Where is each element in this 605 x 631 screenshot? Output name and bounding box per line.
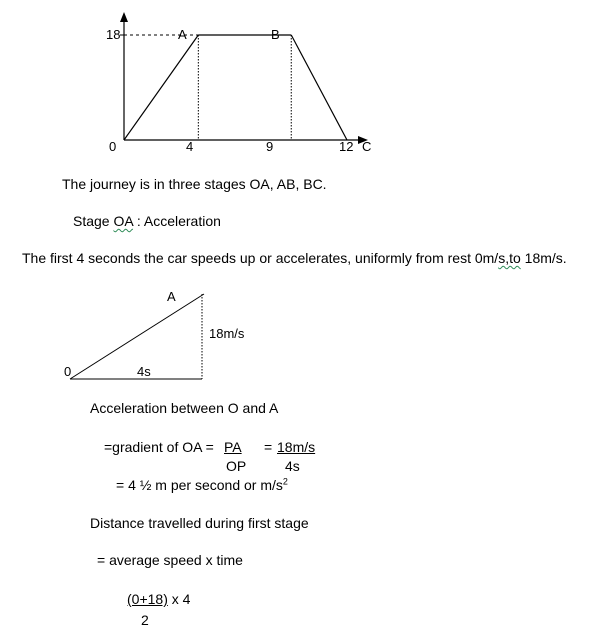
fraction-time-denominator: 4s	[285, 458, 300, 474]
y-label-18: 18	[106, 27, 121, 42]
fraction-pa-numerator: PA	[224, 439, 242, 455]
line3-squiggle: s,to	[498, 250, 521, 266]
triangle-vertex-o: 0	[64, 364, 72, 379]
fraction-speed-numerator: 18m/s	[277, 439, 316, 455]
distance-heading: Distance travelled during first stage	[90, 515, 309, 531]
distance-fraction-sum: (0+18)	[127, 591, 168, 607]
equals-sign: =	[264, 439, 273, 455]
acceleration-heading: Acceleration between O and A	[90, 400, 279, 416]
gradient-prefix: =gradient of OA =	[104, 439, 214, 455]
x-label-12: 12	[339, 139, 354, 154]
point-label-b: B	[271, 27, 280, 42]
line3-part-b: 18m/s.	[520, 250, 567, 266]
triangle-side-horizontal-label: 4s	[137, 364, 151, 379]
acceleration-result	[116, 477, 288, 493]
distance-fraction-numerator	[127, 591, 190, 607]
x-label-9: 9	[266, 139, 274, 154]
stage-oa-label: OA	[113, 213, 133, 229]
fraction-op-denominator: OP	[226, 458, 247, 474]
distance-fraction-denominator: 2	[141, 612, 149, 628]
stages-intro: The journey is in three stages OA, AB, BC.	[62, 176, 327, 192]
acceleration-result-text: = 4 ½ m per second or m/s	[116, 477, 283, 493]
line3-part-a: The first 4 seconds the car speeds up or accelerates, uniformly from rest 0m/	[22, 250, 499, 266]
stage-prefix: Stage	[73, 213, 114, 229]
point-label-c: C	[362, 139, 372, 154]
stage-suffix: : Acceleration	[132, 213, 221, 229]
average-speed-line: = average speed x time	[97, 552, 243, 568]
triangle-side-vertical-label: 18m/s	[209, 326, 245, 341]
y-label-0: 0	[109, 139, 117, 154]
distance-fraction-multiplier: x 4	[167, 591, 191, 607]
point-label-a: A	[178, 27, 187, 42]
triangle-vertex-a: A	[167, 289, 176, 304]
acceleration-result-superscript: 2	[282, 476, 288, 487]
x-label-4: 4	[186, 139, 194, 154]
